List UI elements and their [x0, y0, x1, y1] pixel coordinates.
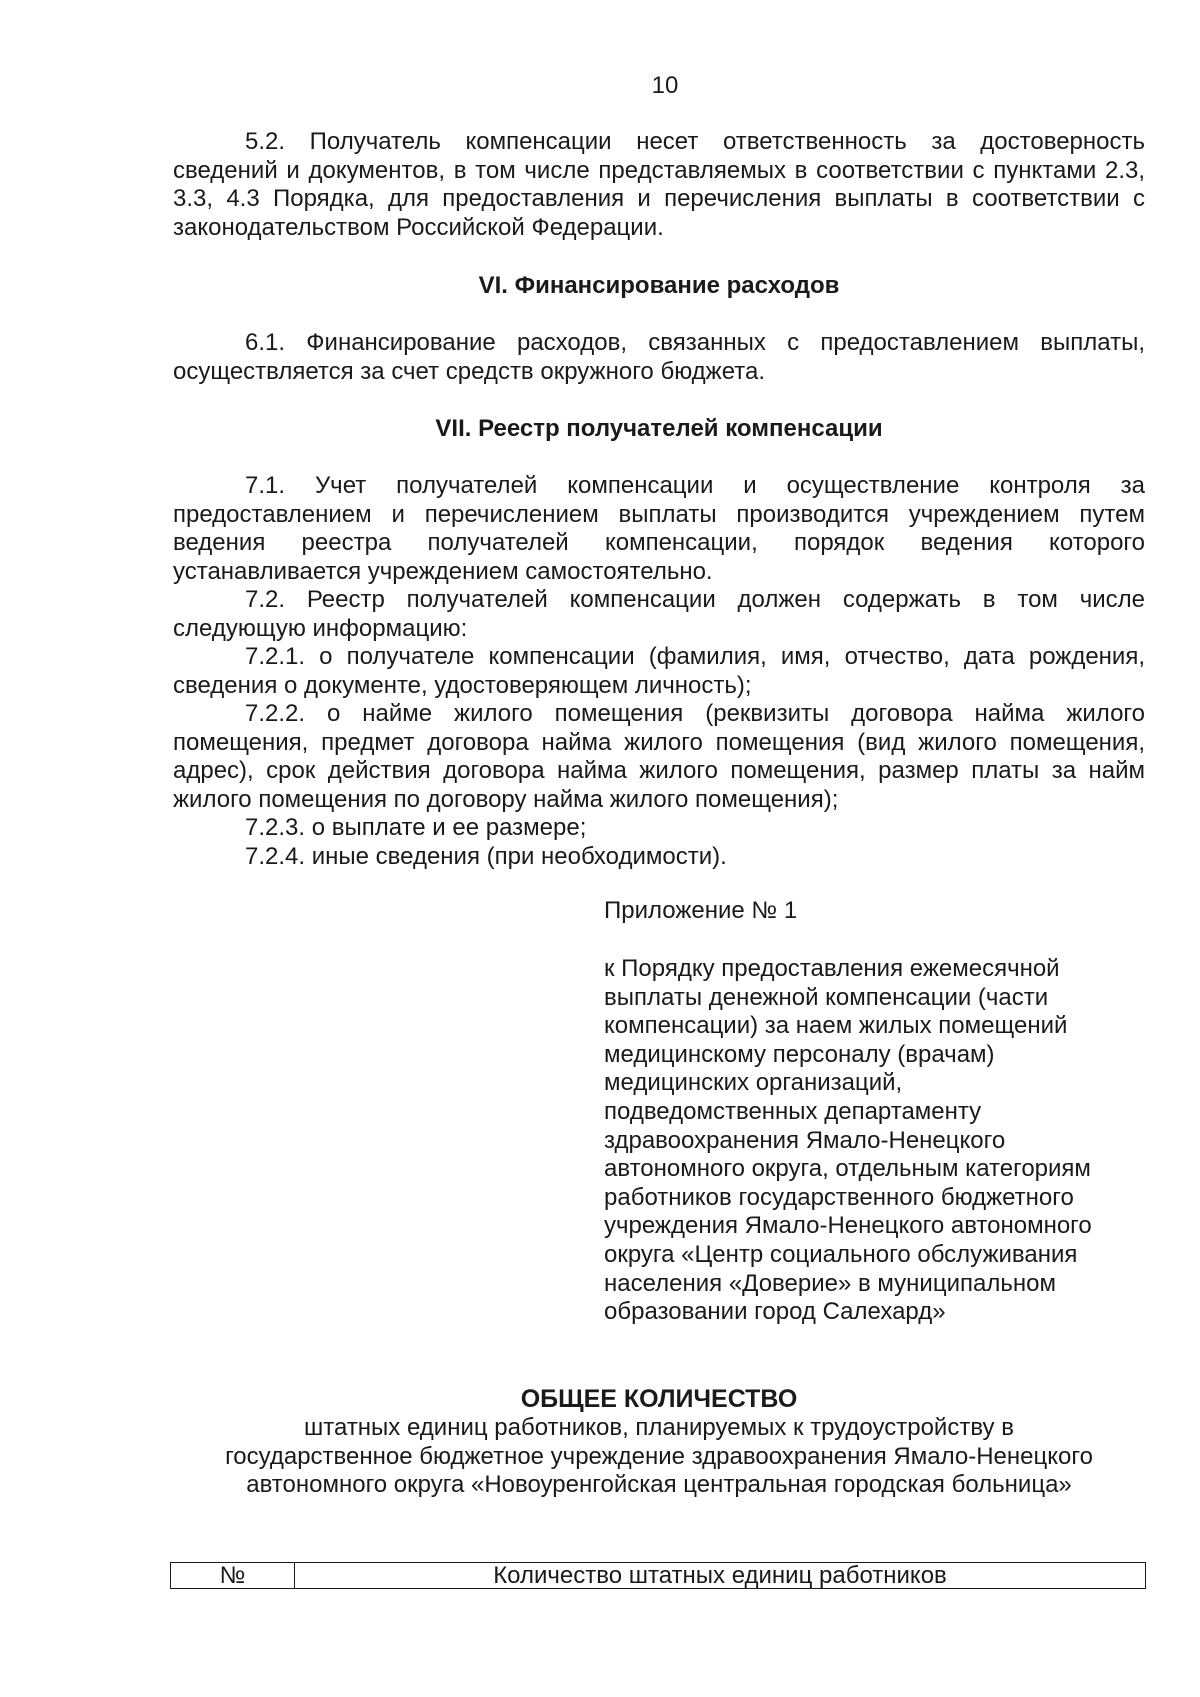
appendix-line: медицинских организаций, [604, 1069, 903, 1097]
appendix-line: населения «Доверие» в муниципальном [604, 1269, 1056, 1297]
appendix-reference [604, 955, 1164, 1327]
appendix-line: округа «Центр социального обслуживания [604, 1240, 1078, 1268]
summary-title: ОБЩЕЕ КОЛИЧЕСТВО [520, 1385, 798, 1413]
table-header-number: № [171, 1563, 295, 1588]
appendix-line: медицинскому персоналу (врачам) [604, 1040, 995, 1068]
appendix-line: выплаты денежной компенсации (части [604, 983, 1049, 1011]
paragraph-6-1: 6.1. Финансирование расходов, связанных с предоставлением выплаты, осуществляется за счет средств окружного бюджета. [173, 329, 1145, 385]
page-number: 10 [651, 72, 679, 99]
summary-subtitle [173, 1414, 1145, 1500]
paragraph-5-2-block [173, 128, 1145, 242]
appendix-line: образовании город Салехард» [604, 1298, 946, 1326]
paragraph-7-2-4: 7.2.4. иные сведения (при необходимости). [245, 842, 727, 870]
paragraph-7-1: 7.1. Учет получателей компенсации и осуществление контроля за предоставлением и перечислением выплаты производится учреждением путем ведения реестра получателей компенсации, порядок ведения которого устанавливается учреждением самостоятельно. [173, 472, 1145, 585]
appendix-line: здравоохранения Ямало-Ненецкого [604, 1126, 1006, 1154]
appendix-line: учреждения Ямало-Ненецкого автономного [604, 1212, 1092, 1240]
appendix-line: автономного округа, отдельным категориям [604, 1155, 1091, 1183]
paragraph-7-2-1: 7.2.1. о получателе компенсации (фамилия, имя, отчество, дата рождения, сведения о документе, удостоверяющем личность); [173, 643, 1145, 699]
summary-line: штатных единиц работников, планируемых к трудоустройству в [304, 1414, 1014, 1441]
appendix-line: работников государственного бюджетного [604, 1183, 1074, 1211]
staff-count-table [170, 1562, 1146, 1589]
paragraph-6-1-block [173, 329, 1145, 386]
appendix-title: Приложение № 1 [604, 897, 798, 924]
paragraph-5-2: 5.2. Получатель компенсации несет ответственность за достоверность сведений и документов, в том числе представляемых в соответствии с пунктами 2.3, 3.3, 4.3 Порядка, для предоставления и перечисления выплаты в соответствии с законодательством Российской Федерации. [173, 128, 1145, 241]
section-7-body [173, 472, 1145, 871]
heading-section-7: VII. Реестр получателей компенсации [435, 415, 883, 442]
paragraph-7-2: 7.2. Реестр получателей компенсации должен содержать в том числе следующую информацию: [173, 586, 1145, 642]
appendix-line: подведомственных департаменту [604, 1097, 982, 1125]
summary-line: государственное бюджетное учреждение здравоохранения Ямало-Ненецкого [225, 1442, 1093, 1470]
heading-section-6: VI. Финансирование расходов [478, 272, 840, 299]
summary-line: автономного округа «Новоуренгойская центральная городская больница» [246, 1471, 1072, 1498]
paragraph-7-2-3: 7.2.3. о выплате и ее размере; [245, 814, 587, 841]
paragraph-7-2-2: 7.2.2. о найме жилого помещения (реквизиты договора найма жилого помещения, предмет договора найма жилого помещения (вид жилого помещения, адрес), срок действия договора найма жилого помещения, размер платы за найм жилого помещения по договору найма жилого помещения); [173, 700, 1145, 813]
appendix-line: компенсации) за наем жилых помещений [604, 1012, 1068, 1040]
table-header-count: Количество штатных единиц работников [493, 1562, 947, 1589]
appendix-line: к Порядку предоставления ежемесячной [604, 955, 1060, 982]
